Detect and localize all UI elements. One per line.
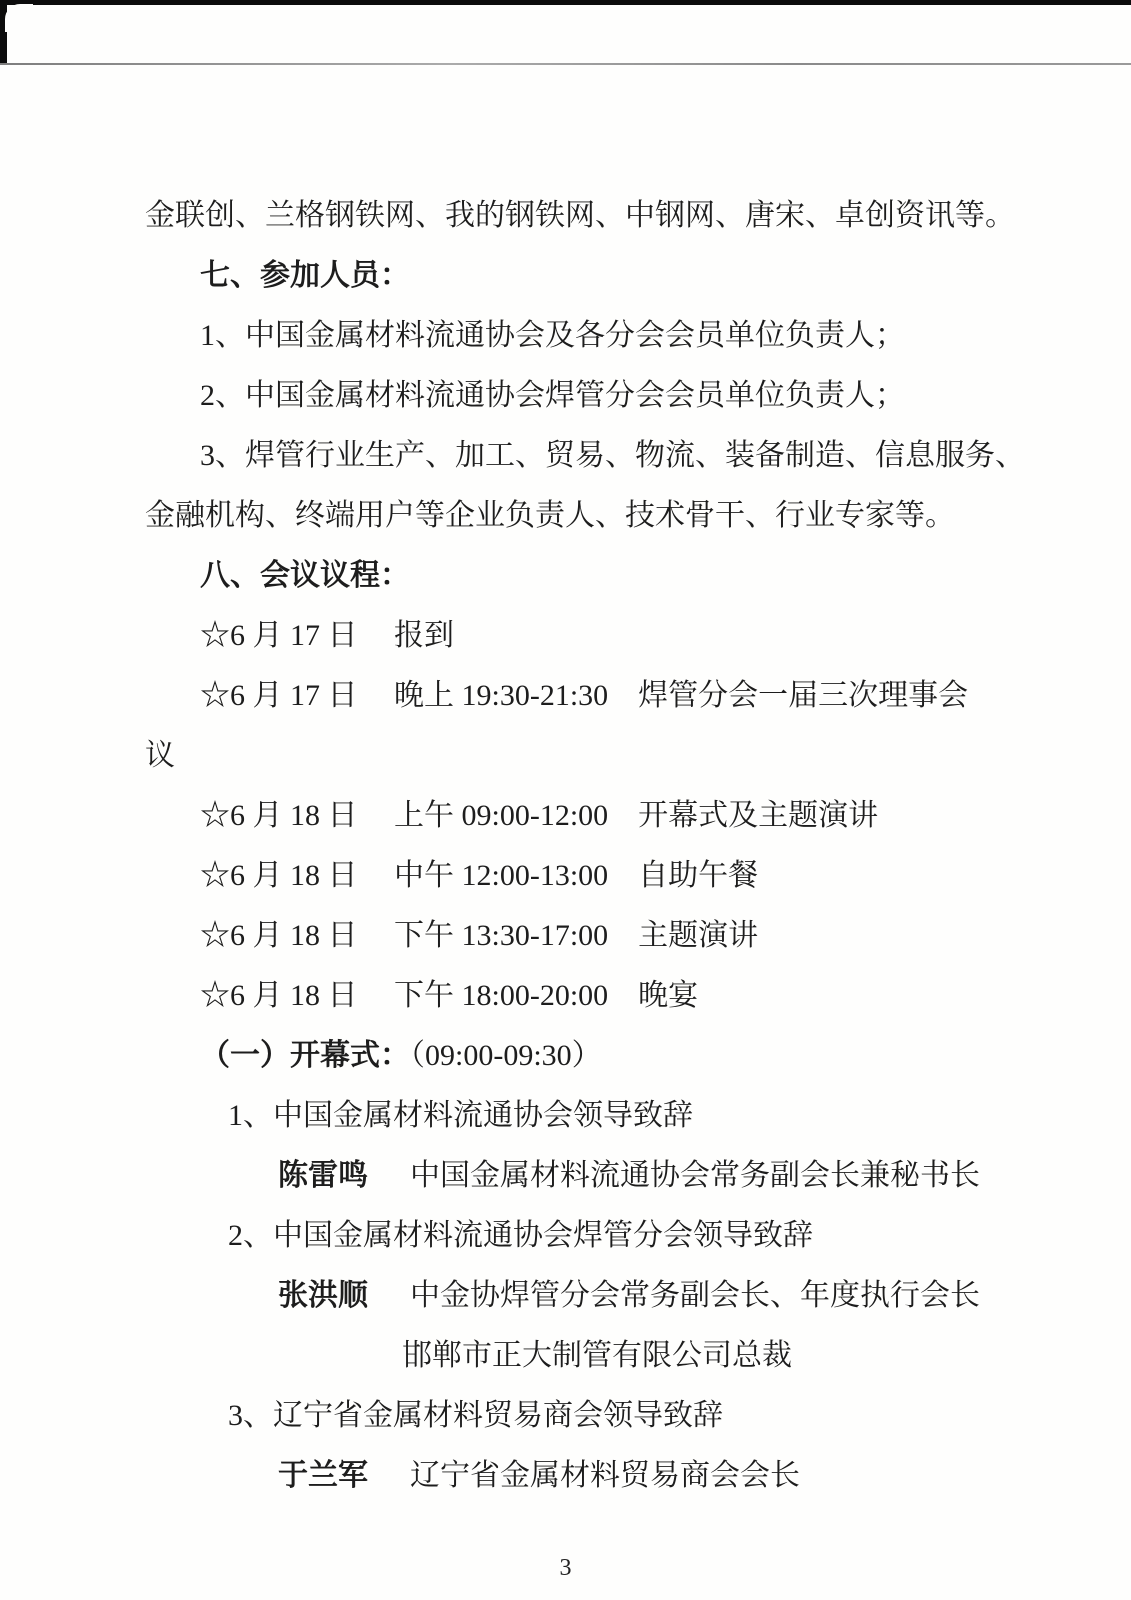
agenda-date: ☆6 月 17 日	[200, 679, 358, 712]
scan-top-edge-artifact	[0, 0, 1131, 5]
opening-item-3-label: 3、辽宁省金属材料贸易商会领导致辞	[228, 1399, 723, 1432]
agenda-date: ☆6 月 18 日	[200, 799, 358, 832]
agenda-wrap-line: 议	[145, 739, 175, 772]
opening-ceremony-time: （09:00-09:30）	[410, 1039, 602, 1072]
scan-horizontal-line-artifact	[0, 63, 1131, 65]
section7-item-3-line1: 3、焊管行业生产、加工、贸易、物流、装备制造、信息服务、	[200, 439, 1025, 472]
agenda-row-jun18-noon	[200, 846, 1111, 906]
agenda-row-jun17-checkin	[200, 606, 1111, 666]
section7-item-2: 2、中国金属材料流通协会焊管分会会员单位负责人；	[200, 379, 905, 412]
scan-corner-rounding	[5, 4, 33, 32]
speaker-name: 张洪顺	[278, 1279, 368, 1312]
speaker-title: 中金协焊管分会常务副会长、年度执行会长	[410, 1279, 980, 1312]
agenda-detail: 中午 12:00-13:00 自助午餐	[394, 859, 759, 892]
opening-item-2-label: 2、中国金属材料流通协会焊管分会领导致辞	[228, 1219, 813, 1252]
section7-item-1: 1、中国金属材料流通协会及各分会会员单位负责人；	[200, 319, 905, 352]
agenda-row-jun18-morning	[200, 786, 1111, 846]
agenda-detail: 上午 09:00-12:00 开幕式及主题演讲	[394, 799, 879, 832]
section8-heading: 八、会议议程：	[200, 559, 410, 592]
speaker-name: 陈雷鸣	[278, 1159, 368, 1192]
agenda-date: ☆6 月 17 日	[200, 619, 358, 652]
agenda-detail: 晚上 19:30-21:30 焊管分会一届三次理事会	[394, 679, 969, 712]
speaker-title-line2: 邯郸市正大制管有限公司总裁	[402, 1339, 792, 1372]
agenda-row-jun17-evening	[200, 666, 1111, 726]
speaker-row-zhang-hongshun	[278, 1266, 1111, 1326]
speaker-title: 辽宁省金属材料贸易商会会长	[410, 1459, 800, 1492]
agenda-date: ☆6 月 18 日	[200, 919, 358, 952]
opening-ceremony-heading: （一）开幕式：	[200, 1039, 410, 1072]
agenda-detail: 报到	[394, 619, 454, 652]
section7-item-3-line2: 金融机构、终端用户等企业负责人、技术骨干、行业专家等。	[145, 499, 955, 532]
agenda-row-jun18-afternoon	[200, 906, 1111, 966]
speaker-row-chen-leiming	[278, 1146, 1111, 1206]
speaker-name: 于兰军	[278, 1459, 368, 1492]
agenda-date: ☆6 月 18 日	[200, 979, 358, 1012]
page-number: 3	[559, 1555, 572, 1581]
document-body	[145, 186, 1111, 1506]
agenda-date: ☆6 月 18 日	[200, 859, 358, 892]
speaker-row-yu-lanjun	[278, 1446, 1111, 1506]
opening-item-1-label: 1、中国金属材料流通协会领导致辞	[228, 1099, 693, 1132]
agenda-detail: 下午 18:00-20:00 晚宴	[394, 979, 699, 1012]
agenda-detail: 下午 13:30-17:00 主题演讲	[394, 919, 759, 952]
intro-continuation-line: 金联创、兰格钢铁网、我的钢铁网、中钢网、唐宋、卓创资讯等。	[145, 199, 1015, 232]
agenda-row-jun18-banquet	[200, 966, 1111, 1026]
speaker-title: 中国金属材料流通协会常务副会长兼秘书长	[410, 1159, 980, 1192]
section7-heading: 七、参加人员：	[200, 259, 410, 292]
opening-ceremony-heading-line	[200, 1026, 1111, 1086]
